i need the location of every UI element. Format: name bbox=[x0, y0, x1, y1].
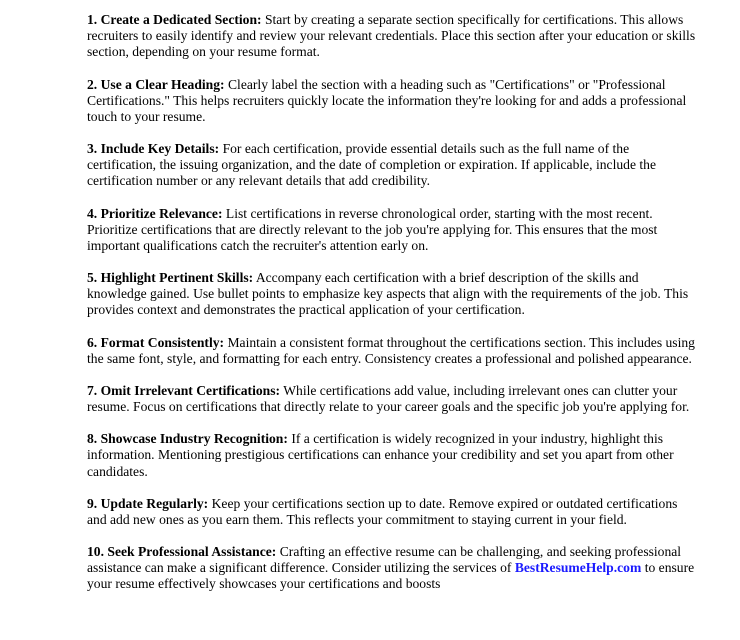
tip-body: Accompany each certification with a brief description of the skills and knowledge gained. Use bullet points to emphasize key aspects that align with the requirements of the job. This provides context and demonstrates the practical application of your certification. bbox=[87, 270, 689, 318]
tip-body-continued: to ensure your resume effectively showcases your certifications and boosts bbox=[87, 560, 695, 592]
tip-item-9 bbox=[87, 496, 697, 528]
tip-item-1 bbox=[87, 12, 697, 61]
tip-body: List certifications in reverse chronological order, starting with the most recent. Prioritize certifications that are directly relevant to the job you're applying for. This ensures that the most important qualifications catch the recruiter's attention early on. bbox=[87, 205, 658, 253]
tip-item-10 bbox=[87, 544, 697, 593]
tip-body: Keep your certifications section up to date. Remove expired or outdated certifications and add new ones as you earn them. This reflects your commitment to staying current in your field. bbox=[87, 495, 678, 527]
tip-item-8 bbox=[87, 431, 697, 480]
tip-item-7 bbox=[87, 383, 697, 415]
tip-heading: 8. Showcase Industry Recognition: bbox=[87, 431, 288, 447]
tip-body: If a certification is widely recognized in your industry, highlight this information. Mentioning prestigious certifications can enhance your credibility and set you apart from other candidates. bbox=[87, 431, 674, 479]
tip-body: Crafting an effective resume can be challenging, and seeking professional assistance can make a significant difference. Consider utilizing the services of bbox=[87, 543, 682, 576]
tip-item-6 bbox=[87, 335, 697, 367]
tip-body: While certifications add value, including irrelevant ones can clutter your resume. Focus on certifications that directly relate to your career goals and the specific job you're applying for. bbox=[87, 382, 690, 414]
bestresumehelp-link[interactable]: BestResumeHelp.com bbox=[514, 560, 642, 576]
tip-heading: 6. Format Consistently: bbox=[87, 334, 225, 350]
tip-heading: 3. Include Key Details: bbox=[87, 141, 220, 156]
tip-body: Start by creating a separate section specifically for certifications. This allows recruiters to easily identify and review your relevant credentials. Place this section after your education or skills section, depending on your resume format. bbox=[87, 12, 696, 60]
tip-heading: 4. Prioritize Relevance: bbox=[87, 205, 223, 221]
tip-body: Clearly label the section with a heading such as "Certifications" or "Professional Certifications." This helps recruiters quickly locate the information they're looking for and adds a professional touch to your resume. bbox=[87, 76, 687, 124]
tip-body: For each certification, provide essential details such as the full name of the certification, the issuing organization, and the date of completion or expiration. If applicable, include the certification number or any relevant details that add credibility. bbox=[87, 141, 656, 189]
tip-heading: 7. Omit Irrelevant Certifications: bbox=[87, 382, 281, 398]
tip-item-2 bbox=[87, 77, 697, 126]
tip-body: Maintain a consistent format throughout the certifications section. This includes using the same font, style, and formatting for each entry. Consistency creates a professional and polished appearance. bbox=[87, 334, 695, 366]
tip-heading: 2. Use a Clear Heading: bbox=[87, 76, 225, 92]
tip-item-3 bbox=[87, 141, 697, 190]
tip-heading: 5. Highlight Pertinent Skills: bbox=[87, 270, 254, 285]
tip-item-5 bbox=[87, 270, 697, 319]
tip-heading: 1. Create a Dedicated Section: bbox=[87, 12, 262, 27]
tip-heading: 9. Update Regularly: bbox=[87, 495, 209, 511]
tip-item-4 bbox=[87, 206, 697, 255]
document-page bbox=[87, 12, 697, 608]
tip-heading: 10. Seek Professional Assistance: bbox=[87, 543, 277, 559]
